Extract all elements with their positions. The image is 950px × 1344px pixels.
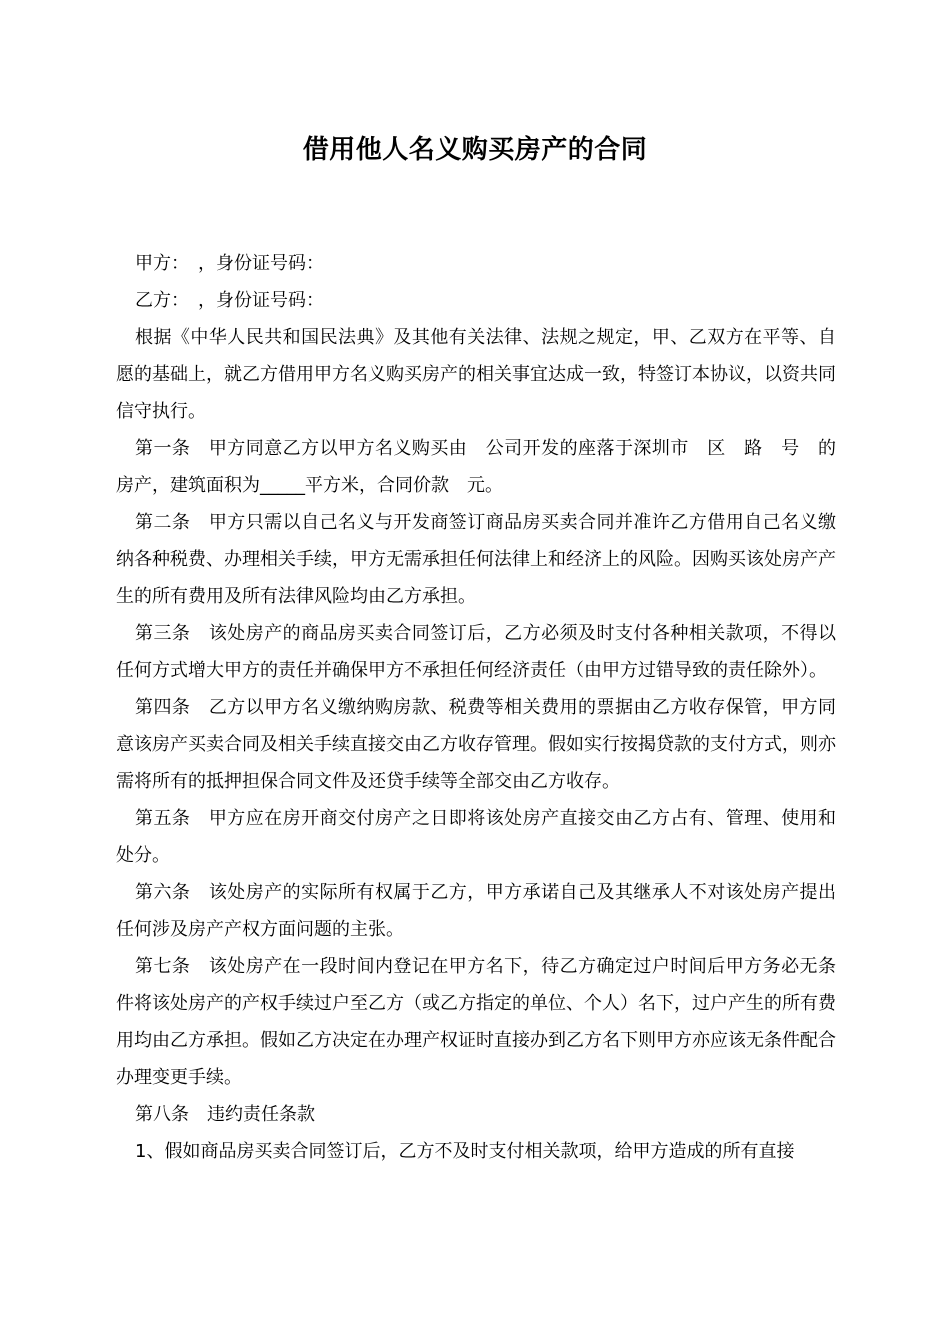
article-6: 第六条 该处房产的实际所有权属于乙方，甲方承诺自己及其继承人不对该处房产提出任何涉及房产产权方面问题的主张。: [116, 882, 836, 940]
article-7: 第七条 该处房产在一段时间内登记在甲方名下，待乙方确定过户时间后甲方务必无条件将该处房产的产权手续过户至乙方（或乙方指定的单位、个人）名下，过户产生的所有费用均由乙方承担。假如乙方决定在办理产权证时直接办到乙方名下则甲方亦应该无条件配合办理变更手续。: [116, 956, 836, 1088]
article-5: 第五条 甲方应在房开商交付房产之日即将该处房产直接交由乙方占有、管理、使用和处分。: [116, 808, 836, 866]
article-8-heading: 第八条 违约责任条款: [135, 1104, 315, 1125]
article-1: 第一条 甲方同意乙方以甲方名义购买由 公司开发的座落于深圳市 区 路 号 的房产，建筑面积为_____平方米，合同价款 元。: [116, 438, 836, 496]
document-title: 借用他人名义购买房产的合同: [302, 135, 648, 165]
article-2: 第二条 甲方只需以自己名义与开发商签订商品房买卖合同并准许乙方借用自己名义缴纳各种税费、办理相关手续，甲方无需承担任何法律上和经济上的风险。因购买该处房产产生的所有费用及所有法律风险均由乙方承担。: [116, 512, 836, 607]
article-3: 第三条 该处房产的商品房买卖合同签订后，乙方必须及时支付各种相关款项，不得以任何方式增大甲方的责任并确保甲方不承担任何经济责任（由甲方过错导致的责任除外）。: [116, 623, 836, 681]
party-a-line: 甲方： ，身份证号码：: [135, 253, 324, 274]
party-b-line: 乙方： ，身份证号码：: [135, 290, 324, 311]
article-8-clause-1: 1、假如商品房买卖合同签订后，乙方不及时支付相关款项，给甲方造成的所有直接: [135, 1141, 795, 1162]
document-body: [116, 245, 836, 1170]
preamble-paragraph: 根据《中华人民共和国民法典》及其他有关法律、法规之规定，甲、乙双方在平等、自愿的基础上，就乙方借用甲方名义购买房产的相关事宜达成一致，特签订本协议，以资共同信守执行。: [116, 327, 836, 422]
article-4: 第四条 乙方以甲方名义缴纳购房款、税费等相关费用的票据由乙方收存保管，甲方同意该房产买卖合同及相关手续直接交由乙方收存管理。假如实行按揭贷款的支付方式，则亦需将所有的抵押担保合同文件及还贷手续等全部交由乙方收存。: [116, 697, 836, 792]
